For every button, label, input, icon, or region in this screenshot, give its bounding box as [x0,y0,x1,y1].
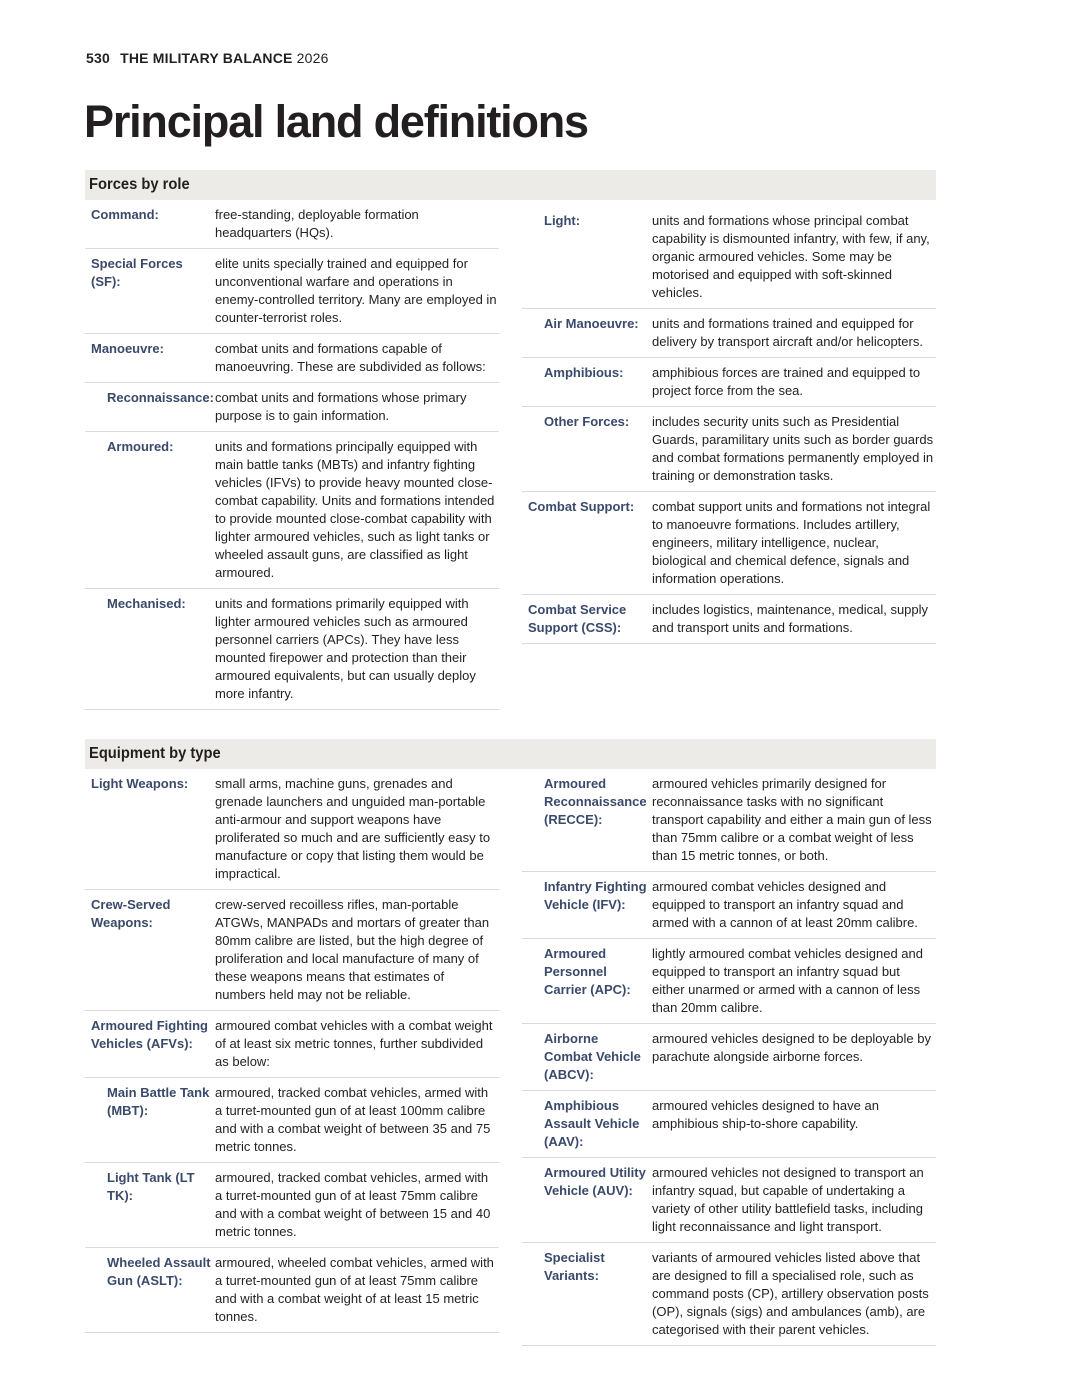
definition-description: combat units and formations capable of manoeuvring. These are subdivided as follows: [215,341,486,374]
definition-term: Mechanised: [107,596,186,611]
definition-row [522,206,936,309]
definition-description: crew-served recoilless rifles, man-portable ATGWs, MANPADs and mortars of greater than 80mm calibre are listed, but the high degree of proliferation and local manufacture of many of these weapons means that estimates of numbers held may not be reliable. [215,897,490,1002]
definition-row [85,249,499,334]
definition-description: armoured vehicles designed to have an amphibious ship-to-shore capability. [652,1098,879,1131]
definition-term: Main Battle Tank (MBT): [107,1085,210,1118]
definition-term: Special Forces (SF): [91,256,183,289]
definition-row [522,309,936,358]
definition-term: Armoured: [107,439,174,454]
definition-description: armoured, tracked combat vehicles, armed with a turret-mounted gun of at least 75mm calibre and with a combat weight of between 15 and 40 metric tonnes. [215,1170,491,1239]
definition-row [85,1011,499,1078]
definition-row [522,1243,936,1346]
definition-row [522,492,936,595]
definition-description: variants of armoured vehicles listed above that are designed to fill a specialised role, such as command posts (CP), artillery observation posts (OP), signals (sigs) and ambulances (amb), are categorised with their parent vehicles. [652,1250,929,1337]
definition-description: units and formations principally equipped with main battle tanks (MBTs) and infantry fighting vehicles (IFVs) to provide heavy mounted close-combat capability. Units and formations intended to provide mounted close-combat capability with lighter armoured vehicles, such as light tanks or wheeled assault guns, are classified as light armoured. [215,439,495,580]
definition-row [522,1091,936,1158]
section-heading: Equipment by type [89,745,221,762]
forces-left-column [85,200,499,710]
definition-term: Armoured Reconnaissance (RECCE): [544,776,647,827]
definition-row [85,1078,499,1163]
definition-description: armoured vehicles not designed to transport an infantry squad, but capable of undertaking a variety of other utility battlefield tasks, including light reconnaissance and light transport. [652,1165,924,1234]
definition-row [522,939,936,1024]
definition-row [522,769,936,872]
definition-description: combat units and formations whose primary purpose is to gain information. [215,390,467,423]
definition-term: Infantry Fighting Vehicle (IFV): [544,879,647,912]
forces-right-column [522,206,936,644]
definition-row [85,1163,499,1248]
definition-description: lightly armoured combat vehicles designed and equipped to transport an infantry squad but either unarmed or armed with a cannon of less than 20mm calibre. [652,946,923,1015]
definition-description: free-standing, deployable formation headquarters (HQs). [215,207,419,240]
definition-term: Light Tank (LT TK): [107,1170,195,1203]
definition-description: includes logistics, maintenance, medical, supply and transport units and formations. [652,602,929,635]
definition-description: armoured vehicles designed to be deployable by parachute alongside airborne forces. [652,1031,931,1064]
definition-row [85,200,499,249]
definition-description: armoured vehicles primarily designed for reconnaissance tasks with no significant transport capability and either a main gun of less than 75mm calibre or a combat weight of less than 15 metric tonnes, or both. [652,776,932,863]
definition-row [522,1024,936,1091]
forces-by-role-section [85,170,936,701]
definition-description: includes security units such as Presidential Guards, paramilitary units such as border guards and combat formations permanently employed in training or demonstration tasks. [652,414,934,483]
definition-term: Wheeled Assault Gun (ASLT): [107,1255,211,1288]
definition-term: Light Weapons: [91,776,189,791]
definition-term: Armoured Utility Vehicle (AUV): [544,1165,646,1198]
definition-term: Command: [91,207,159,222]
equipment-left-column [85,769,499,1333]
definition-term: Airborne Combat Vehicle (ABCV): [544,1031,641,1082]
page-title: Principal land definitions [84,96,588,147]
definition-row [85,334,499,383]
definition-term: Specialist Variants: [544,1250,605,1283]
publication-name: THE MILITARY BALANCE [120,50,293,66]
definition-row [85,1248,499,1333]
definition-description: units and formations trained and equipped for delivery by transport aircraft and/or helicopters. [652,316,923,349]
running-head [86,50,329,66]
definition-row [522,407,936,492]
definition-description: armoured combat vehicles designed and equipped to transport an infantry squad and armed with a cannon of at least 20mm calibre. [652,879,918,930]
definition-term: Crew-Served Weapons: [91,897,171,930]
definition-term: Air Manoeuvre: [544,316,639,331]
definition-term: Light: [544,213,581,228]
equipment-by-type-section [85,739,936,1337]
section-header [85,170,936,200]
definition-description: armoured, tracked combat vehicles, armed with a turret-mounted gun of at least 100mm calibre and with a combat weight of between 35 and 75 metric tonnes. [215,1085,491,1154]
definition-description: units and formations primarily equipped with lighter armoured vehicles such as armoured personnel carriers (APCs). They have less mounted firepower and protection than their armoured equivalents, but can usually deploy more infantry. [215,596,476,701]
definition-description: armoured, wheeled combat vehicles, armed with a turret-mounted gun of at least 75mm calibre and with a combat weight of at least 15 metric tonnes. [215,1255,494,1324]
definition-term: Armoured Fighting Vehicles (AFVs): [91,1018,208,1051]
definition-row [85,383,499,432]
definition-term: Combat Service Support (CSS): [528,602,627,635]
definition-row [85,890,499,1011]
definition-description: amphibious forces are trained and equipped to project force from the sea. [652,365,921,398]
section-heading: Forces by role [89,176,190,193]
definition-description: elite units specially trained and equipped for unconventional warfare and operations in enemy-controlled territory. Many are employed in counter-terrorist roles. [215,256,497,325]
definition-row [85,432,499,589]
definition-row [85,769,499,890]
definition-description: armoured combat vehicles with a combat weight of at least six metric tonnes, further subdivided as below: [215,1018,493,1069]
definition-row [85,589,499,710]
definition-term: Reconnaissance: [107,390,214,405]
definition-term: Amphibious Assault Vehicle (AAV): [544,1098,640,1149]
definition-description: combat support units and formations not integral to manoeuvre formations. Includes artillery, engineers, military intelligence, nuclear, biological and chemical defence, signals and information operations. [652,499,931,586]
definition-row [522,358,936,407]
definition-term: Amphibious: [544,365,624,380]
definition-term: Other Forces: [544,414,630,429]
definition-term: Armoured Personnel Carrier (APC): [544,946,631,997]
definition-term: Manoeuvre: [91,341,164,356]
definition-description: small arms, machine guns, grenades and grenade launchers and unguided man-portable anti-armour and support weapons have proliferated so much and are sufficiently easy to manufacture or copy that listing them would be impractical. [215,776,491,881]
publication-year: 2026 [296,50,329,66]
definition-row [522,1158,936,1243]
page-number: 530 [86,50,110,66]
definition-term: Combat Support: [528,499,635,514]
section-header [85,739,936,769]
definition-row [522,595,936,644]
definition-description: units and formations whose principal combat capability is dismounted infantry, with few, if any, organic armoured vehicles. Some may be motorised and equipped with soft-skinned vehicles. [652,213,930,300]
equipment-right-column [522,769,936,1346]
definition-row [522,872,936,939]
